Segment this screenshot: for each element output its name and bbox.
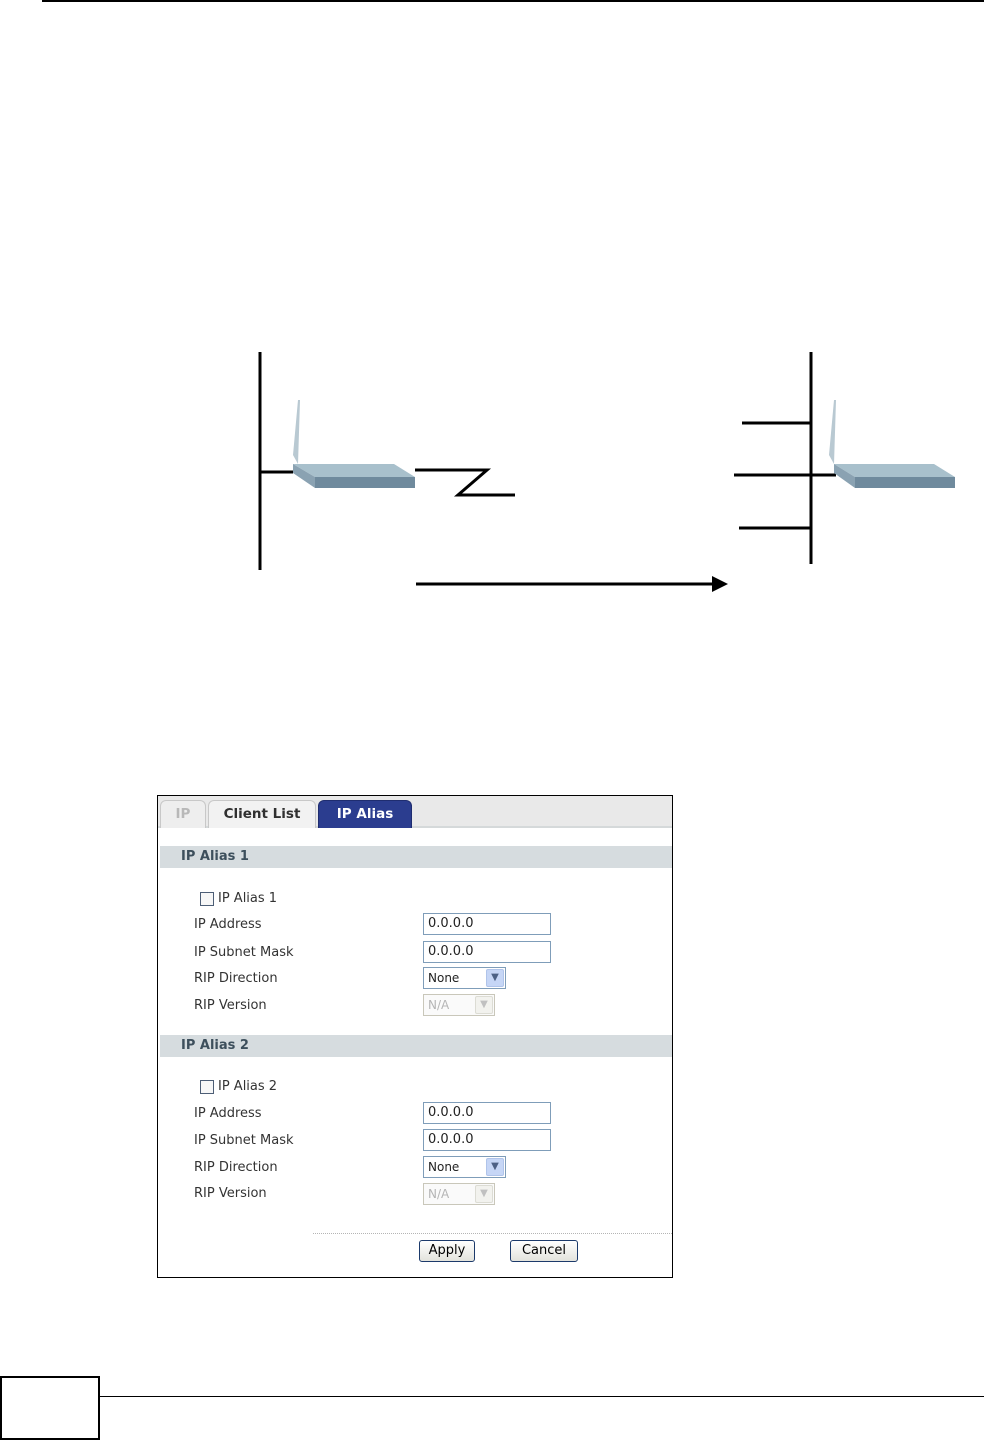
footer-rule <box>0 1396 984 1397</box>
rip-direction-label-1: RIP Direction <box>194 971 278 986</box>
chevron-down-icon: ▼ <box>475 996 493 1014</box>
rip-direction-value-1: None <box>428 971 460 985</box>
section-header-ip-alias-1: IP Alias 1 <box>160 846 672 868</box>
ip-address-label-2: IP Address <box>194 1106 262 1121</box>
rip-version-value-1: N/A <box>428 998 450 1012</box>
ip-alias-2-checkbox-row[interactable] <box>200 1079 277 1095</box>
ip-alias-1-checkbox[interactable] <box>200 892 214 906</box>
button-separator <box>313 1233 672 1234</box>
chevron-down-icon[interactable]: ▼ <box>486 969 504 987</box>
ip-alias-1-checkbox-label: IP Alias 1 <box>218 891 278 906</box>
apply-button[interactable]: Apply <box>419 1240 475 1262</box>
subnet-mask-label-1: IP Subnet Mask <box>194 945 294 960</box>
tab-ip-alias[interactable]: IP Alias <box>318 800 412 828</box>
cancel-button[interactable]: Cancel <box>510 1240 578 1262</box>
rip-version-label-1: RIP Version <box>194 998 267 1013</box>
rip-direction-value-2: None <box>428 1160 460 1174</box>
tab-ip[interactable]: IP <box>160 800 206 828</box>
router-icon-right <box>829 400 955 488</box>
page-number-box <box>0 1376 100 1440</box>
router-icon-left <box>293 400 415 488</box>
ip-address-field-2[interactable]: 0.0.0.0 <box>423 1102 551 1124</box>
tab-bar <box>158 796 672 828</box>
subnet-mask-field-1[interactable]: 0.0.0.0 <box>423 941 551 963</box>
wan-link <box>415 470 515 495</box>
ip-address-field-1[interactable]: 0.0.0.0 <box>423 913 551 935</box>
rip-direction-select-2[interactable] <box>423 1156 506 1178</box>
ip-alias-2-checkbox-label: IP Alias 2 <box>218 1079 278 1094</box>
chevron-down-icon[interactable]: ▼ <box>486 1158 504 1176</box>
rip-version-value-2: N/A <box>428 1187 450 1201</box>
ip-alias-2-checkbox[interactable] <box>200 1080 214 1094</box>
ip-alias-1-checkbox-row[interactable] <box>200 891 277 907</box>
top-rule <box>42 0 984 2</box>
section-header-ip-alias-2: IP Alias 2 <box>160 1035 672 1057</box>
ip-alias-panel <box>157 795 673 1278</box>
subnet-mask-field-2[interactable]: 0.0.0.0 <box>423 1129 551 1151</box>
tab-client-list[interactable]: Client List <box>208 800 316 828</box>
network-diagram <box>0 340 984 610</box>
rip-direction-select-1[interactable] <box>423 967 506 989</box>
rip-version-select-2 <box>423 1183 495 1205</box>
subnet-mask-label-2: IP Subnet Mask <box>194 1133 294 1148</box>
arrow-head-icon <box>712 576 728 592</box>
rip-direction-label-2: RIP Direction <box>194 1160 278 1175</box>
ip-address-label-1: IP Address <box>194 917 262 932</box>
rip-version-label-2: RIP Version <box>194 1186 267 1201</box>
rip-version-select-1 <box>423 994 495 1016</box>
chevron-down-icon: ▼ <box>475 1185 493 1203</box>
